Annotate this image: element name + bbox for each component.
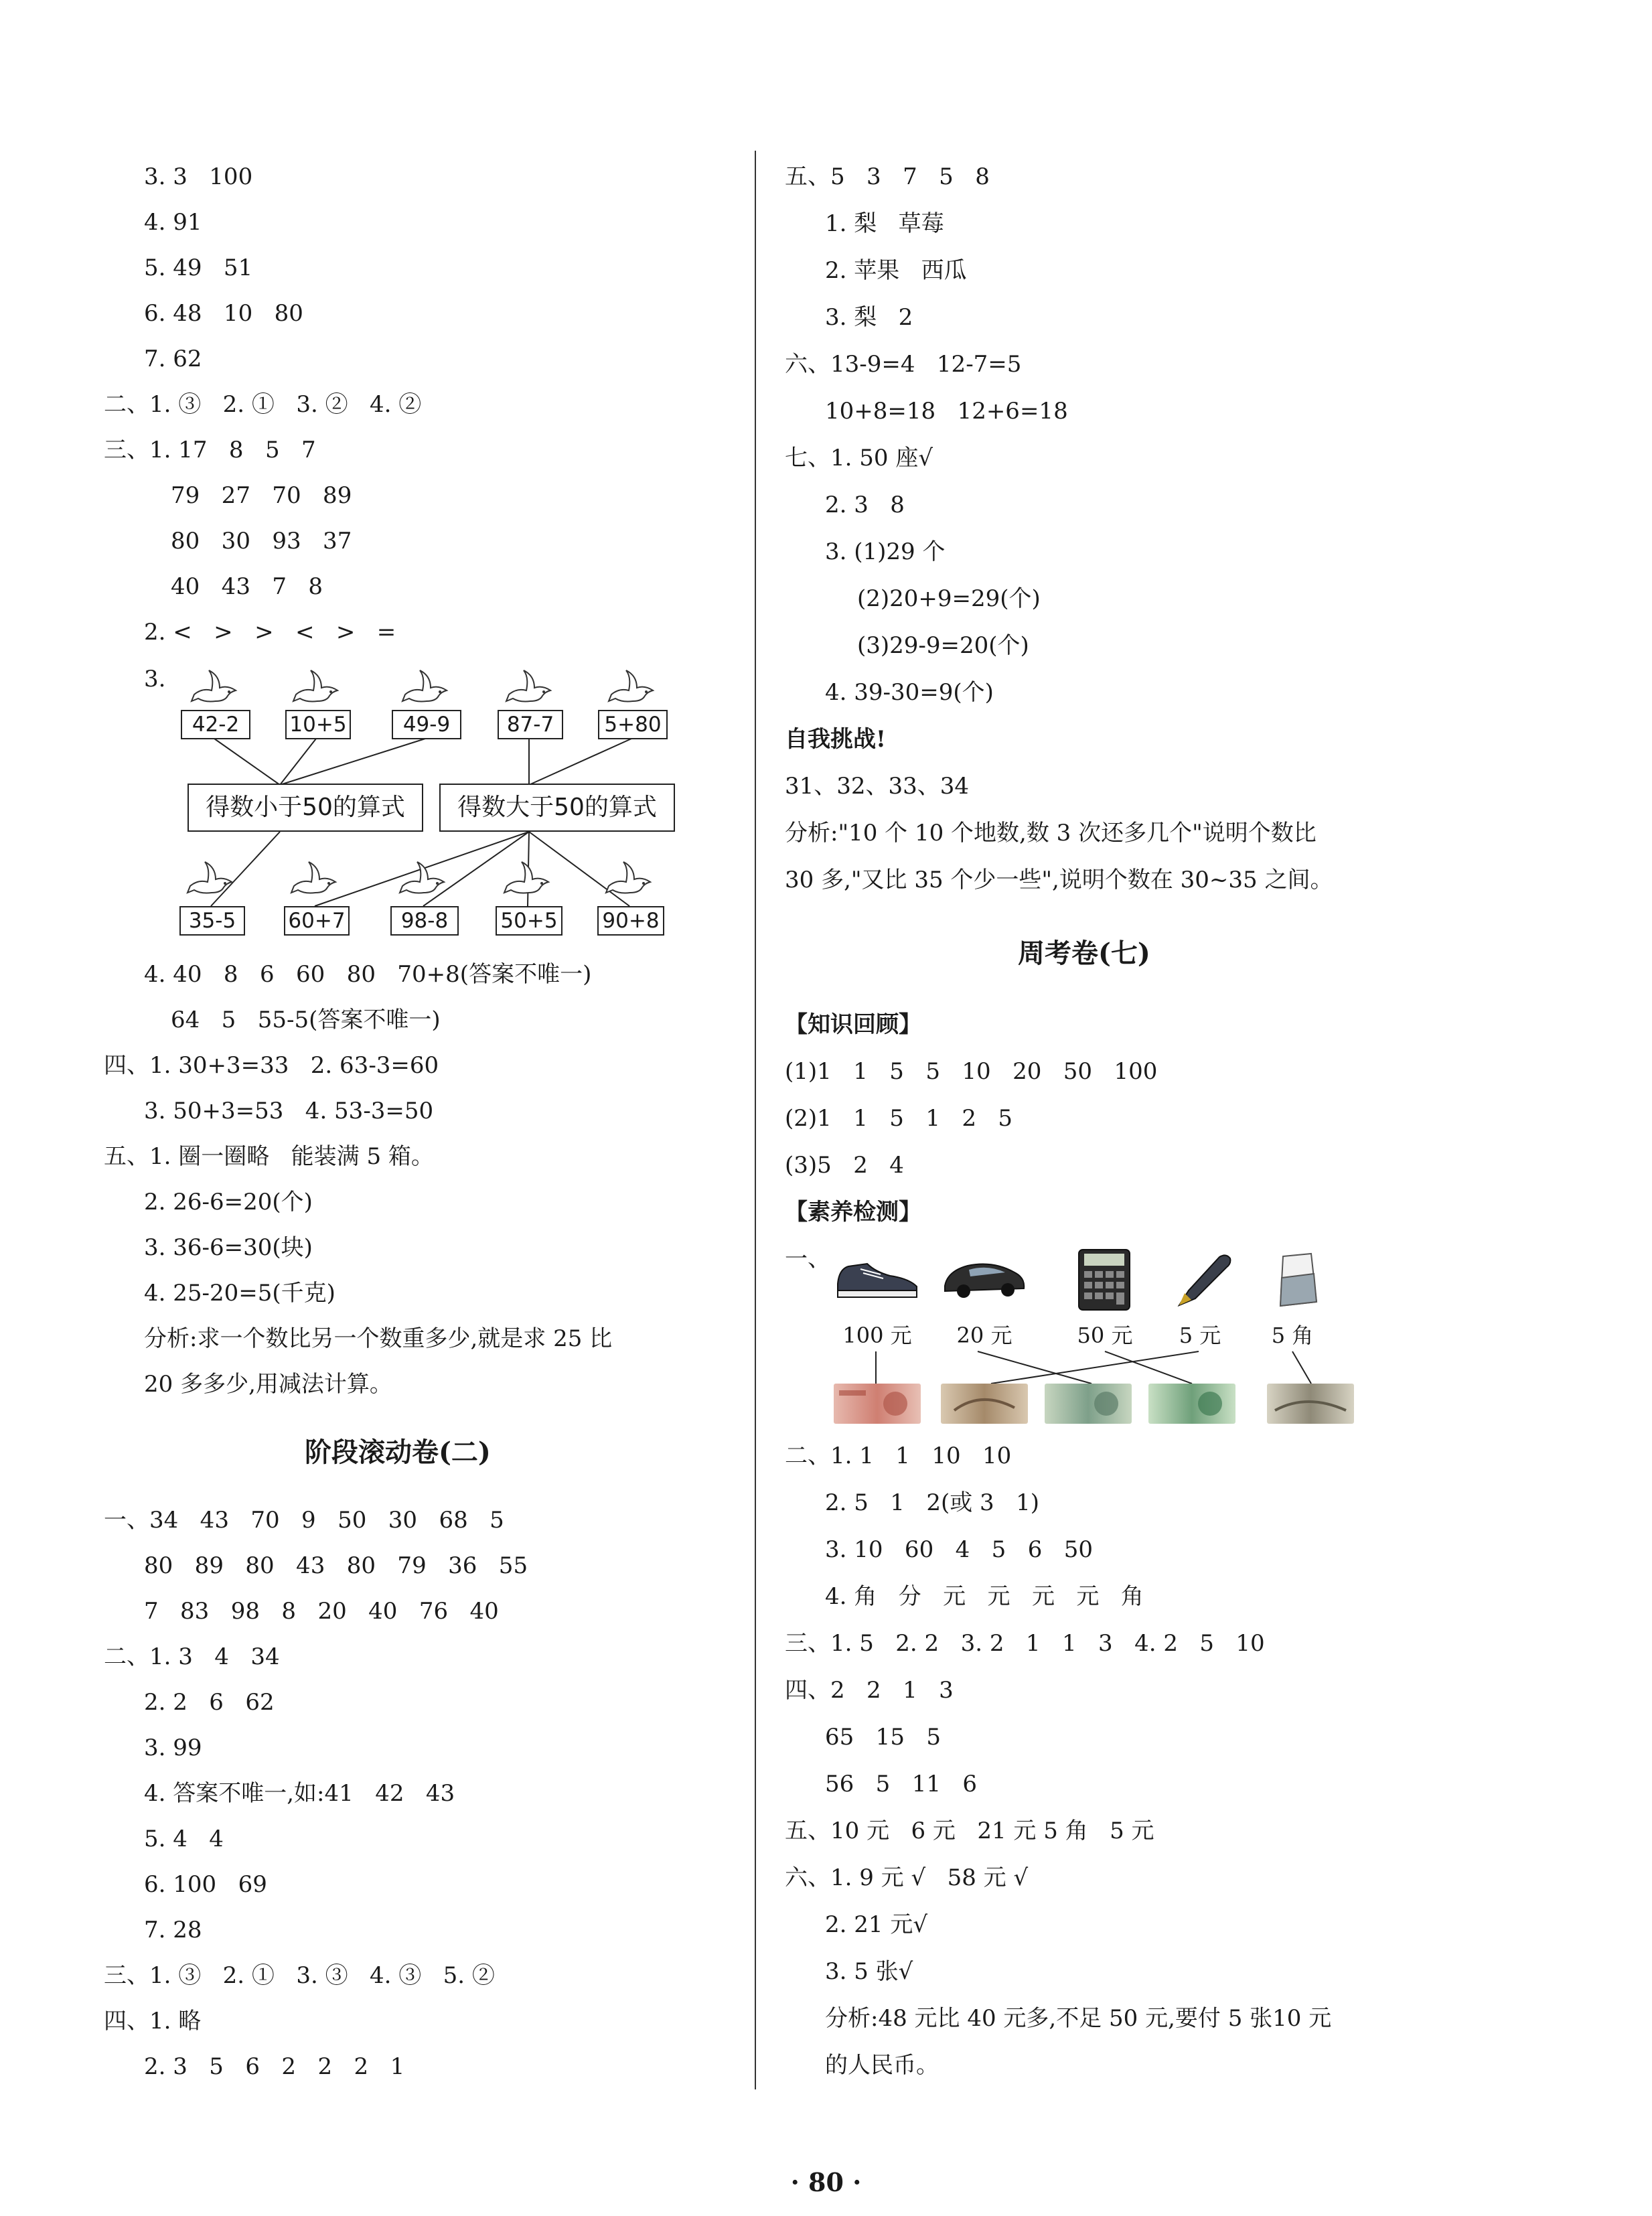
answer-line: 4. 答案不唯一,如:41 42 43 bbox=[144, 1780, 455, 1807]
price-label: 5 元 bbox=[1179, 1323, 1221, 1348]
answer-line: 2. 3 5 6 2 2 2 1 bbox=[144, 2053, 405, 2080]
expression-box: 98-8 bbox=[390, 906, 459, 936]
answer-line: 三、1. 5 2. 2 3. 2 1 1 3 4. 2 5 10 bbox=[785, 1630, 1265, 1657]
answer-line: 一、 bbox=[785, 1246, 830, 1272]
pigeon-icon bbox=[397, 859, 449, 901]
answer-line: 六、13-9=4 12-7=5 bbox=[785, 351, 1022, 378]
price-label: 20 元 bbox=[956, 1323, 1012, 1348]
answer-line: 79 27 70 89 bbox=[171, 482, 352, 509]
answer-line: 三、1. ③ 2. ① 3. ③ 4. ③ 5. ② bbox=[104, 1962, 495, 1989]
answer-line: 二、1. 3 4 34 bbox=[104, 1643, 280, 1670]
section-title: 阶段滚动卷(二) bbox=[305, 1436, 491, 1468]
banknote-100-yuan bbox=[834, 1384, 921, 1424]
answer-line: 4. 40 8 6 60 80 70+8(答案不唯一) bbox=[144, 961, 592, 988]
answer-line: (2)20+9=29(个) bbox=[857, 585, 1041, 612]
answer-line: 80 30 93 37 bbox=[171, 528, 352, 555]
column-divider bbox=[755, 151, 756, 2089]
answer-line: 80 89 80 43 80 79 36 55 bbox=[144, 1552, 528, 1579]
answer-line: 3. 梨 2 bbox=[825, 304, 913, 331]
pigeon-icon bbox=[189, 668, 241, 709]
pigeon-icon bbox=[289, 859, 341, 901]
answer-line: 31、32、33、34 bbox=[785, 773, 970, 800]
answer-line: 4. 39-30=9(个) bbox=[825, 679, 994, 706]
pigeon-icon bbox=[185, 859, 237, 901]
page-number: · 80 · bbox=[790, 2167, 862, 2197]
expression-box: 49-9 bbox=[392, 710, 461, 739]
answer-line: 5. 4 4 bbox=[144, 1826, 224, 1852]
pigeon-icon bbox=[504, 668, 556, 709]
subsection-heading: 【素养检测】 bbox=[785, 1199, 921, 1226]
greater-than-50-box: 得数大于50的算式 bbox=[439, 784, 675, 832]
expression-box: 87-7 bbox=[498, 710, 563, 739]
answer-line: 2. 苹果 西瓜 bbox=[825, 257, 967, 284]
pigeon-icon bbox=[606, 668, 658, 709]
answer-line: 六、1. 9 元 √ 58 元 √ bbox=[785, 1864, 1029, 1891]
subsection-heading: 【知识回顾】 bbox=[785, 1011, 921, 1038]
expression-box: 50+5 bbox=[496, 906, 562, 936]
answer-line: 四、2 2 1 3 bbox=[785, 1677, 954, 1704]
answer-line: 二、1. ③ 2. ① 3. ② 4. ② bbox=[104, 391, 422, 418]
pigeon-icon bbox=[603, 859, 656, 901]
answer-line: (2)1 1 5 1 2 5 bbox=[785, 1105, 1013, 1132]
answer-line: 6. 100 69 bbox=[144, 1871, 267, 1898]
answer-line: 2. 26-6=20(个) bbox=[144, 1189, 313, 1215]
answer-line: 7 83 98 8 20 40 76 40 bbox=[144, 1598, 499, 1625]
answer-line: 四、1. 略 bbox=[104, 2008, 202, 2035]
self-challenge-heading: 自我挑战! bbox=[785, 726, 886, 753]
analysis-text: 的人民币。 bbox=[825, 2052, 939, 2079]
analysis-text: 分析:48 元比 40 元多,不足 50 元,要付 5 张10 元 bbox=[825, 2005, 1332, 2032]
answer-line: 2. 3 8 bbox=[825, 492, 905, 518]
answer-line: (1)1 1 5 5 10 20 50 100 bbox=[785, 1058, 1158, 1085]
banknote-5-jiao bbox=[1267, 1384, 1354, 1424]
answer-line: 2. < > > < > = bbox=[144, 619, 396, 646]
price-label: 100 元 bbox=[842, 1323, 912, 1348]
answer-line: 一、34 43 70 9 50 30 68 5 bbox=[104, 1507, 504, 1534]
answer-line: 4. 25-20=5(千克) bbox=[144, 1280, 335, 1307]
answer-line: 二、1. 1 1 10 10 bbox=[785, 1443, 1012, 1469]
answer-line: 40 43 7 8 bbox=[171, 573, 323, 600]
answer-line: 6. 48 10 80 bbox=[144, 300, 303, 327]
banknote-50-yuan bbox=[1148, 1384, 1235, 1424]
banknote-5-yuan bbox=[1045, 1384, 1132, 1424]
answer-line: 2. 21 元√ bbox=[825, 1911, 927, 1938]
answer-line: 3. 50+3=53 4. 53-3=50 bbox=[144, 1098, 434, 1124]
pigeon-icon bbox=[291, 668, 343, 709]
pigeon-icon bbox=[400, 668, 452, 709]
answer-line: 7. 28 bbox=[144, 1917, 202, 1943]
answer-line: 7. 62 bbox=[144, 346, 202, 372]
answer-line: (3)29-9=20(个) bbox=[857, 632, 1029, 659]
expression-box: 42-2 bbox=[181, 710, 250, 739]
answer-line: 五、10 元 6 元 21 元 5 角 5 元 bbox=[785, 1818, 1154, 1844]
answer-line: 3. (1)29 个 bbox=[825, 538, 946, 565]
price-label: 50 元 bbox=[1077, 1323, 1133, 1348]
banknote-20-yuan bbox=[941, 1384, 1028, 1424]
answer-line: 3. 5 张√ bbox=[825, 1958, 913, 1985]
answer-line: 七、1. 50 座√ bbox=[785, 445, 933, 471]
expression-box: 5+80 bbox=[598, 710, 668, 739]
answer-line: 2. 5 1 2(或 3 1) bbox=[825, 1489, 1040, 1516]
analysis-text: 分析:"10 个 10 个地数,数 3 次还多几个"说明个数比 bbox=[785, 820, 1317, 846]
answer-line: 3. 3 100 bbox=[144, 163, 253, 190]
answer-line: 四、1. 30+3=33 2. 63-3=60 bbox=[104, 1052, 439, 1079]
section-title: 周考卷(七) bbox=[1018, 938, 1150, 969]
analysis-text: 20 多多少,用减法计算。 bbox=[144, 1371, 392, 1398]
answer-line: 五、5 3 7 5 8 bbox=[785, 163, 990, 190]
expression-box: 90+8 bbox=[597, 906, 664, 936]
less-than-50-box: 得数小于50的算式 bbox=[187, 784, 423, 832]
analysis-text: 分析:求一个数比另一个数重多少,就是求 25 比 bbox=[144, 1325, 613, 1352]
answer-line: 3. bbox=[144, 666, 166, 692]
answer-line: 五、1. 圈一圈略 能装满 5 箱。 bbox=[104, 1143, 434, 1170]
answer-line: 5. 49 51 bbox=[144, 254, 253, 281]
pigeon-icon bbox=[502, 859, 554, 901]
expression-box: 10+5 bbox=[285, 710, 351, 739]
price-label: 5 角 bbox=[1271, 1323, 1314, 1348]
answer-line: 10+8=18 12+6=18 bbox=[825, 398, 1068, 425]
expression-box: 35-5 bbox=[179, 906, 245, 936]
answer-line: 3. 10 60 4 5 6 50 bbox=[825, 1536, 1094, 1563]
answer-line: 4. 角 分 元 元 元 元 角 bbox=[825, 1583, 1144, 1610]
answer-line: 56 5 11 6 bbox=[825, 1771, 978, 1797]
answer-line: 2. 2 6 62 bbox=[144, 1689, 275, 1716]
answer-line: 3. 36-6=30(块) bbox=[144, 1234, 313, 1261]
answer-line: (3)5 2 4 bbox=[785, 1152, 904, 1179]
answer-line: 64 5 55-5(答案不唯一) bbox=[171, 1007, 441, 1033]
answer-line: 65 15 5 bbox=[825, 1724, 942, 1751]
analysis-text: 30 多,"又比 35 个少一些",说明个数在 30~35 之间。 bbox=[785, 867, 1333, 893]
answer-line: 1. 梨 草莓 bbox=[825, 210, 944, 237]
answer-line: 三、1. 17 8 5 7 bbox=[104, 437, 316, 463]
matching-lines bbox=[763, 0, 1652, 1433]
answer-line: 3. 99 bbox=[144, 1734, 202, 1761]
expression-box: 60+7 bbox=[284, 906, 350, 936]
answer-line: 4. 91 bbox=[144, 209, 202, 236]
